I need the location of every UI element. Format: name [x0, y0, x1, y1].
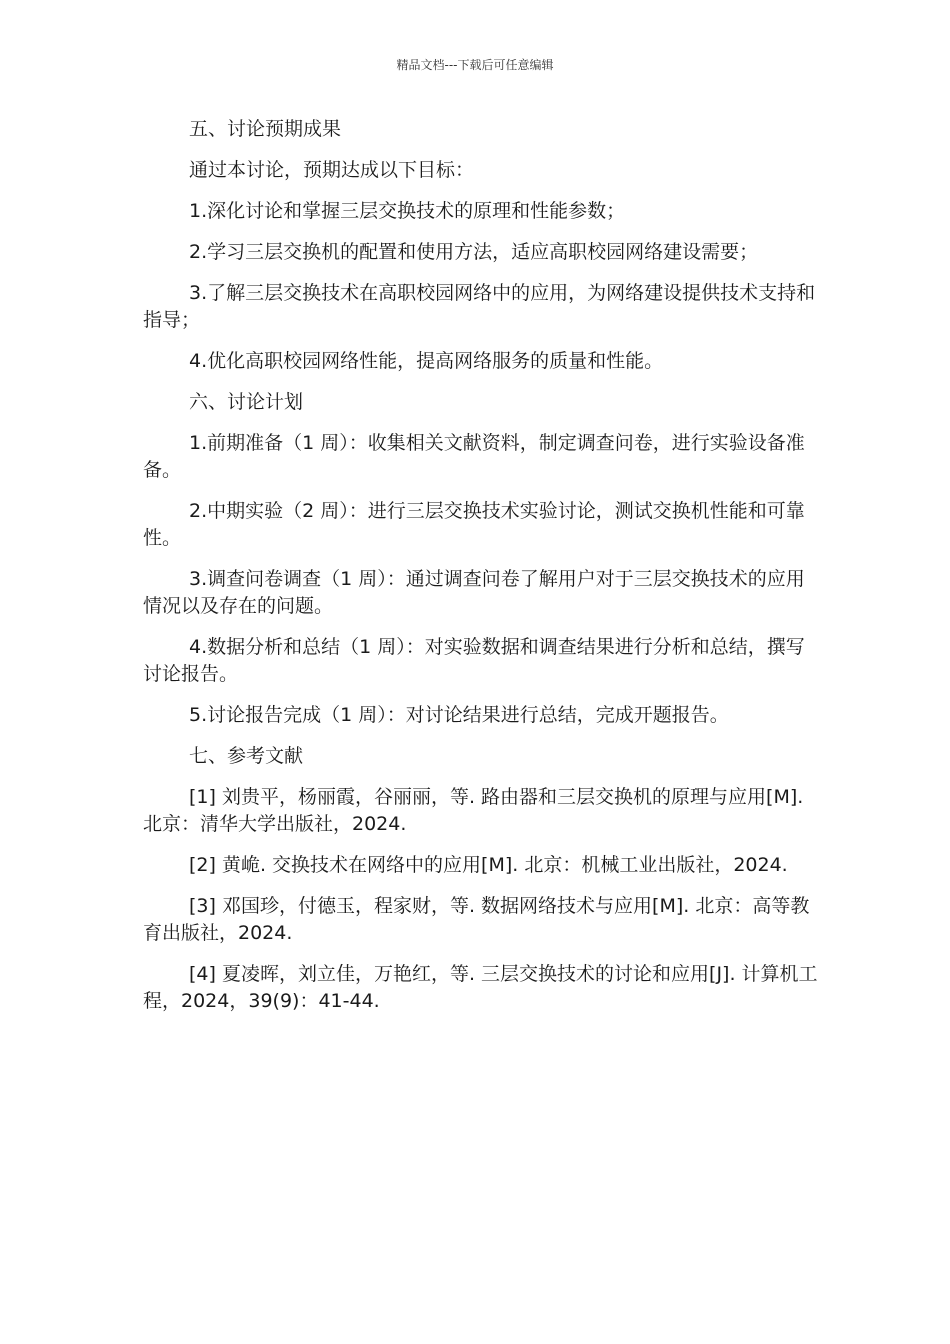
page-header: 精品文档---下载后可任意编辑 [396, 58, 554, 72]
section-heading-plan: 六、讨论计划 [189, 391, 304, 413]
plan-item: 3.调查问卷调查（1 周）：通过调查问卷了解用户对于三层交换技术的应用情况以及存在的问题。 [143, 568, 805, 617]
goal-item: 2.学习三层交换机的配置和使用方法，适应高职校园网络建设需要； [189, 241, 759, 263]
reference-item: [1] 刘贵平，杨丽霞，谷丽丽，等. 路由器和三层交换机的原理与应用[M]. 北京：清华大学出版社，2024. [143, 786, 810, 835]
document-body [143, 116, 823, 1029]
section-heading-expected-results: 五、讨论预期成果 [189, 118, 342, 140]
reference-item: [4] 夏凌晖，刘立佳，万艳红，等. 三层交换技术的讨论和应用[J]. 计算机工程，2024，39(9)：41-44. [143, 963, 818, 1012]
reference-item: [2] 黄峗. 交换技术在网络中的应用[M]. 北京：机械工业出版社，2024. [189, 854, 788, 876]
plan-item: 2.中期实验（2 周）：进行三层交换技术实验讨论，测试交换机性能和可靠性。 [143, 500, 805, 549]
goal-item: 1.深化讨论和掌握三层交换技术的原理和性能参数； [189, 200, 626, 222]
reference-item: [3] 邓国珍，付德玉，程家财，等. 数据网络技术与应用[M]. 北京：高等教育出版社，2024. [143, 895, 810, 944]
section-heading-references: 七、参考文献 [189, 745, 304, 767]
goal-item: 4.优化高职校园网络性能，提高网络服务的质量和性能。 [189, 350, 664, 372]
plan-item: 1.前期准备（1 周）：收集相关文献资料，制定调查问卷，进行实验设备准备。 [143, 432, 805, 481]
section-intro: 通过本讨论，预期达成以下目标： [189, 159, 475, 181]
goal-item: 3.了解三层交换技术在高职校园网络中的应用，为网络建设提供技术支持和指导； [143, 282, 816, 331]
plan-item: 4.数据分析和总结（1 周）：对实验数据和调查结果进行分析和总结，撰写讨论报告。 [143, 636, 805, 685]
plan-item: 5.讨论报告完成（1 周）：对讨论结果进行总结，完成开题报告。 [189, 704, 729, 726]
